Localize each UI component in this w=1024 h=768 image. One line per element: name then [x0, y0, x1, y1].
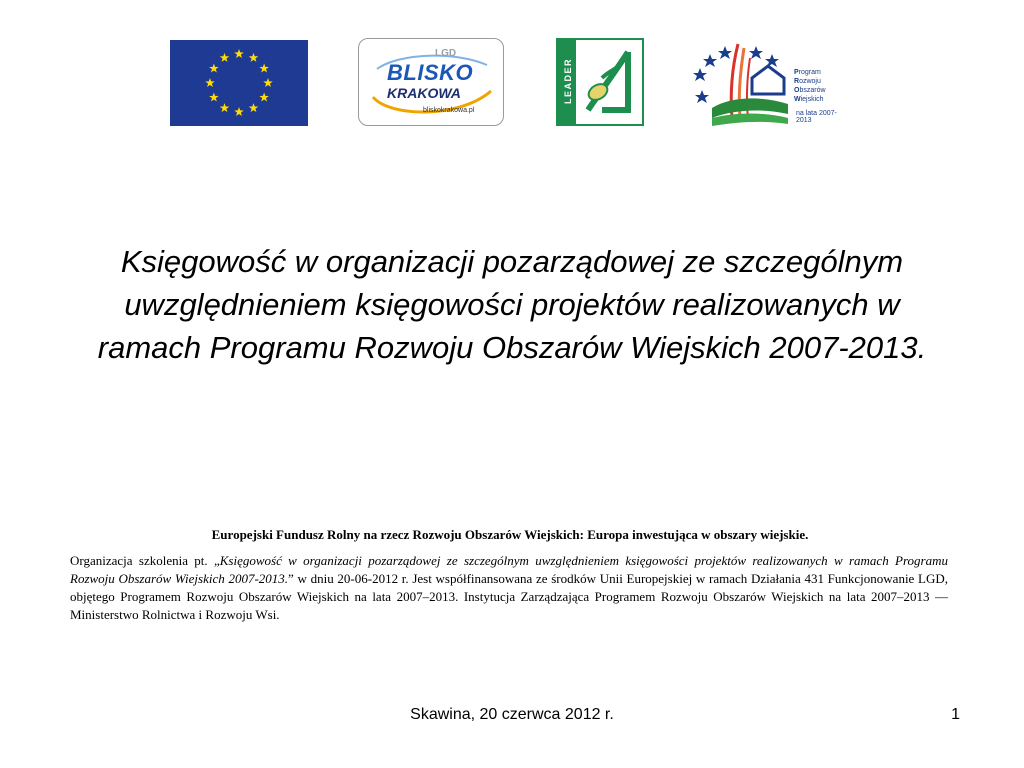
eu-star-icon — [249, 53, 259, 62]
eu-star-icon — [209, 64, 219, 73]
blisko-line2: KRAKOWA — [387, 85, 461, 101]
eu-star-icon — [209, 93, 219, 102]
blisko-line1: BLISKO — [387, 60, 474, 85]
blisko-url: bliskokrakowa.pl — [423, 107, 475, 114]
fund-line: Europejski Fundusz Rolny na rzecz Rozwoju Obszarów Wiejskich: Europa inwestująca w obszary wiejskie. — [211, 527, 809, 542]
eu-star-icon — [234, 107, 244, 116]
sprout-icon — [558, 40, 642, 124]
eu-star-icon — [259, 93, 269, 102]
paragraph-rest: ” w dniu 20-06-2012 r. Jest współfinansowana ze środków Unii Europejskiej w ramach Działania 431 Funkcjonowanie LGD, objętego Programem Rozwoju Obszarów Wiejskich na lata 2007–2013. Instytucja Zarządzająca Programem Rozwoju Obszarów Wiejskich na lata 2007–2013 — Ministerstwo Rolnictwa i Rozwoju Wsi. — [70, 571, 948, 622]
prow-word-4: Wiejskich — [794, 96, 824, 103]
prow-word-3: Obszarów — [794, 87, 826, 94]
prow-word-1: Program — [794, 69, 821, 76]
paragraph-lead: Organizacja szkolenia pt. „ — [70, 553, 220, 568]
training-paragraph — [70, 552, 948, 624]
prow-emblem-icon — [692, 38, 796, 130]
paragraph-italic: Księgowość w organizacji pozarządowej ze szczególnym uwzględnieniem księgowości projektów realizowanych w ramach Programu Rozwoju Obszarów Wiejskich 2007-2013. — [70, 553, 948, 586]
footer-date: Skawina, 20 czerwca 2012 r. — [410, 706, 614, 723]
logos-bar — [0, 38, 1024, 130]
eu-flag-icon — [170, 40, 308, 126]
leader-logo — [556, 38, 644, 126]
prow-words — [794, 68, 826, 104]
eu-star-icon — [259, 64, 269, 73]
eu-star-icon — [220, 53, 230, 62]
eu-star-icon — [205, 78, 215, 87]
eu-stars — [170, 40, 308, 126]
eu-star-icon — [234, 49, 244, 58]
slide-title: Księgowość w organizacji pozarządowej ze szczególnym uwzględnieniem księgowości projektów realizowanych w ramach Programu Rozwoju Obszarów Wiejskich 2007-2013. — [97, 244, 927, 365]
leader-text: LEADER — [563, 58, 573, 105]
prow-logo — [692, 38, 842, 130]
blisko-lgd: LGD — [435, 48, 457, 59]
eu-star-icon — [263, 78, 273, 87]
prow-word-2: Rozwoju — [794, 78, 821, 85]
eu-star-icon — [220, 103, 230, 112]
blisko-krakowa-logo — [358, 38, 504, 126]
eu-star-icon — [249, 103, 259, 112]
page-number: 1 — [951, 706, 960, 723]
prow-years: na lata 2007-2013 — [796, 110, 837, 124]
